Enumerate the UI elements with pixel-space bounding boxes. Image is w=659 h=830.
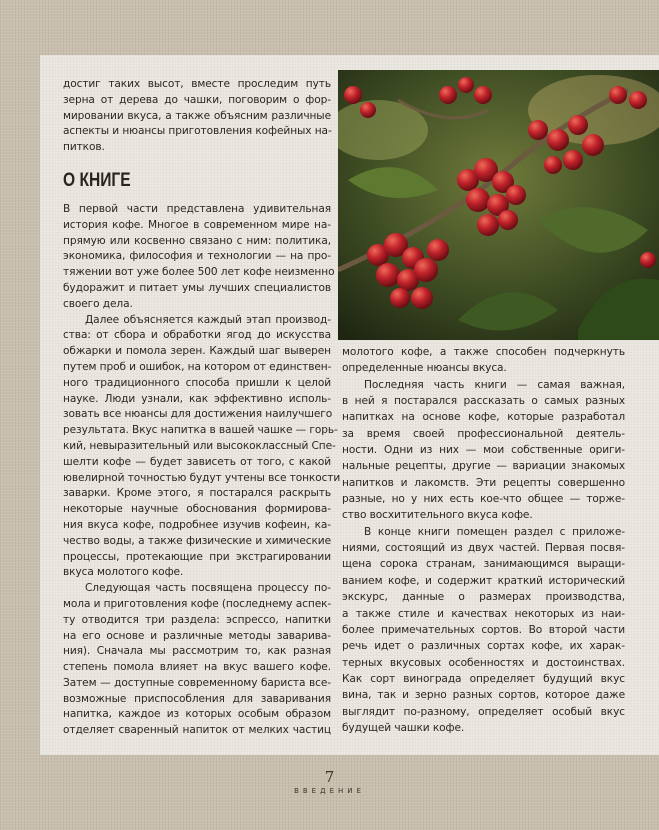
paragraph	[342, 524, 625, 736]
text-line: науке. Люди узнали, как эффективно исполь-	[63, 392, 331, 405]
coffee-branch-icon	[338, 70, 659, 340]
text-line: нальные рецепты, другие — вариации знакомых	[342, 460, 625, 473]
text-line: прямую или косвенно связано с ним: политика,	[63, 234, 331, 247]
text-line: мировании вкуса, а также объясним различные	[63, 109, 331, 122]
text-line: молотого кофе, а также способен подчеркнуть	[342, 346, 625, 358]
text-line: зерна от дерева до чашки, поговорим о фор-	[63, 93, 331, 106]
text-line: своего дела.	[63, 297, 133, 310]
text-line: ности. Одни из них — мои собственные ориги-	[342, 444, 625, 457]
text-line: ниями, состоящий из двух частей. Первая посвя-	[342, 542, 625, 555]
text-line: за время своей профессиональной деятель-	[342, 427, 625, 440]
text-line: результата. Вкус напитка в вашей чашке — горь-	[63, 424, 338, 437]
text-line: тяжении вот уже более 500 лет кофе неизменно	[63, 266, 335, 279]
text-line: ванием кофе, и содержит краткий исторический	[342, 574, 625, 587]
text-line: возможные приспособления для заваривания	[63, 692, 331, 705]
text-line: вкуса молотого кофе.	[63, 566, 184, 579]
text-line: некоторые научные обоснования формирова-	[63, 503, 331, 516]
text-line: ювелирной точностью будут учтены все тонкости	[63, 471, 341, 484]
text-line: питков.	[63, 141, 105, 154]
text-line: напитках на основе кофе, которые разработал	[342, 411, 625, 424]
text-line: В первой части представлена удивительная	[63, 202, 331, 215]
text-line: ство восхитительного вкуса кофе.	[342, 509, 533, 522]
text-line: зовать все нюансы для достижения наилучшего	[63, 408, 333, 421]
text-line: напитков и лакомств. Эти рецепты совершенно	[342, 476, 625, 489]
text-line: на его основе и различные методы заварива-	[63, 629, 331, 642]
text-line: история кофе. Многое в современном мире на-	[63, 218, 331, 231]
text-line: достиг таких высот, вместе проследим путь	[63, 78, 331, 90]
text-line: процессы, протекающие при экстрагировании	[63, 550, 331, 563]
text-line: Далее объясняется каждый этап производ-	[85, 313, 331, 326]
text-line: чество воды, а также физические и химические	[63, 534, 331, 547]
section-title: ВВЕДЕНИЕ	[294, 787, 365, 795]
text-line: более примечательных сортов. Во второй части	[342, 623, 625, 636]
text-line: Как сорт винограда определяет будущий вкус	[342, 672, 625, 685]
text-line: кий, невыразительный или высококлассный Спе-	[63, 439, 336, 452]
text-line: определенные нюансы вкуса.	[342, 362, 507, 375]
paragraph	[63, 77, 331, 156]
text-line: обжарки и помола зерен. Каждый шаг выверен	[63, 345, 331, 358]
text-line: аспекты и нюансы приготовления кофейных на-	[63, 125, 332, 138]
text-line: путем проб и ошибок, на котором от единствен-	[63, 360, 332, 373]
right-text-column	[342, 344, 625, 736]
text-line: разные, но у них есть кое-что общее — торже-	[342, 493, 625, 506]
text-line: терных вкусовых особенностях и достоинствах.	[342, 656, 625, 669]
text-line: В конце книги помещен раздел с приложе-	[364, 525, 625, 538]
text-line: степень помола влияет на вкус вашего кофе.	[63, 661, 331, 674]
text-line: экономика, философия и технологии — на про-	[63, 250, 331, 263]
text-line: будоражит и питает умы лучших специалистов	[63, 281, 331, 294]
section-heading: О КНИГЕ	[63, 169, 131, 191]
text-line: будущей чашки кофе.	[342, 721, 465, 734]
text-line: шелти кофе — будет зависеть от того, с какой	[63, 455, 331, 468]
left-text-column	[63, 77, 341, 739]
text-line: напитка, каждое из которых особым образом	[63, 708, 331, 721]
text-line: Последняя часть книги — самая важная,	[364, 378, 625, 391]
text-line: экскурс, данные о размерах производства,	[342, 591, 625, 604]
text-line: ту отводится три раздела: эспрессо, напитки	[63, 613, 331, 626]
paragraph	[63, 581, 331, 739]
text-line: заварки. Кроме этого, я постарался раскрыть	[63, 487, 331, 500]
text-line: ния). Сначала мы рассмотрим то, как разная	[63, 645, 331, 658]
text-line: Следующая часть посвящена процессу по-	[85, 582, 331, 595]
text-line: речь идет о различных сортах кофе, их харак-	[342, 640, 625, 653]
text-line: а также стиле и качествах некоторых из наи-	[342, 607, 625, 620]
text-line: ства: от сбора и обработки ягод до искусства	[63, 329, 331, 342]
page-number: 7	[324, 768, 335, 786]
text-line: ния вкуса кофе, подробнее изучив кофеин, ка-	[63, 518, 331, 531]
paragraph	[342, 377, 625, 524]
text-line: отделяет сваренный напиток от мелких частиц	[63, 724, 331, 737]
text-line: в ней я постарался рассказать о самых разных	[342, 395, 625, 408]
coffee-cherries-photo	[338, 70, 659, 340]
text-line: мола и приготовления кофе (последнему аспек-	[63, 597, 332, 610]
paragraph	[63, 313, 341, 582]
paragraph	[63, 202, 335, 313]
text-line: щена сорока странам, занимающимся выращи-	[342, 558, 625, 571]
text-line: Затем — доступные современному бариста все-	[63, 676, 331, 689]
paragraph	[342, 344, 625, 377]
text-line: выглядит по-разному, определяет особый вкус	[342, 705, 625, 718]
text-line: ного традиционного способа пришли к целой	[63, 376, 331, 389]
text-line: вина, так и зерно разных сортов, которое даже	[342, 689, 625, 702]
